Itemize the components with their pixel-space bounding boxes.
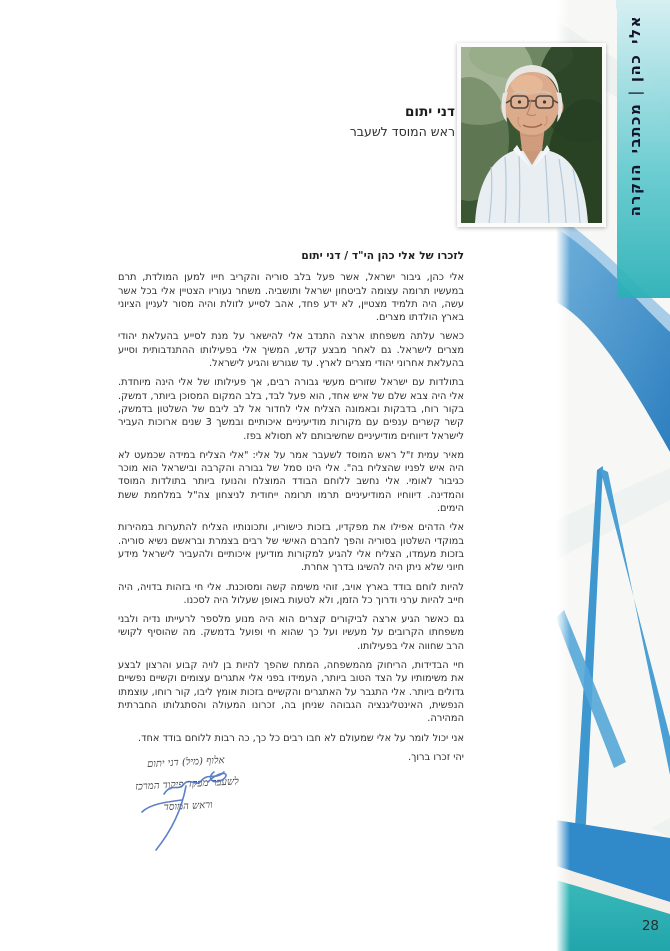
signature-line: אלוף (מיל) דני יתום	[146, 755, 225, 771]
author-header	[350, 104, 455, 139]
sidebar-vertical-text	[617, 15, 653, 300]
page-number: 28	[641, 918, 659, 934]
signature-line: וראש המוסד	[163, 799, 213, 814]
letter-paragraph: גם כאשר הגיע ארצה לביקורים קצרים הוא היה מנוע מלספר לרעייתו נדיה ולבני משפחתו הקרובים על מעשיו ועל כך שהוא חי ופועל בדמשק. מה שהוסיף לקושי הרב שחווה אלי בפעילותו.	[118, 614, 464, 652]
sidebar-separator: |	[626, 89, 644, 96]
letter-paragraph: חיי הבדידות, הריחוק מהמשפחה, המתח שהפך להיות בן לויה קבוע והרצון לבצע את משימותיו על הצד הטוב ביותר, העמידו בפני אלי אתגרים עצומים וקשיים נפשיים גדולים ביותר. אלי התגבר על האתגרים והקשיים בזכות אומץ ליבו, קור רוחו, עוצמתו הנפשית, האינטליגנציה הגבוהה שניחן בה, זכרונו המעולה והסתגלותו החברתית המהירה.	[118, 660, 464, 725]
letter-closing: יהי זכרו ברוך.	[407, 751, 464, 763]
letter-title: לזכרו של אלי כהן הי"ד / דני יתום	[301, 250, 464, 262]
sidebar-book-title: אלי כהן	[626, 15, 644, 83]
portrait-illustration	[461, 47, 602, 223]
letter-paragraph: אני יכול לומר על אלי שמעולם לא חבו רבים כל כך, כה רבות ללוחם בודד אחד.	[138, 732, 464, 744]
signature-line: לשעבר מפקד פיקוד המרכז	[134, 776, 240, 793]
letter-paragraph: אלי הדהים אפילו את מפקדיו, בזכות כישוריו, ותכונותיו הצליח להתערות במהירות במוקדי השלטון בסוריה והפך לחברם האישי של רבים בצמרת ובראשם נשיא סוריה. בזכות מעמדו, הצליח אלי להגיע למקורות מודיעין איכותיים ולהעביר לישראל מידע חיוני שלא ניתן היה להשיגו בדרך אחרת.	[118, 522, 464, 574]
author-role: ראש המוסד לשעבר	[349, 124, 455, 139]
letter-paragraph: להיות לוחם בודד בארץ אויב, זוהי משימה קשה ומסוכנת. אלי חי בזהות בדויה, היה חייב להיות ערני ודרוך כל הזמן, ולא לטעות באופן שעלול היה לסכנו.	[118, 581, 464, 606]
letter-paragraph: בתולדות עם ישראל שזורים מעשי גבורה רבים, אך פעילותו של אלי הינה מיוחדת. אלי היה צבא שלם של איש אחד, הוא פעל לבד, בלב המקום המסוכן ביותר, דמשק. בקור רוח, בדבקות ובאמונה הצליח אלי לחדור אל לב ליבם של השלטון בדמשק, קשר קשרים ענפים עם מקורות מודיעיניים איכותיים ובמשך 3 שנים ארוכות העביר לישראל דיווחים מודיעיניים שחשיבותם לא תסולא בפז.	[118, 377, 465, 442]
handwritten-signature	[130, 760, 240, 860]
letter-paragraph: מאיר עמית ז"ל ראש המוסד לשעבר אמר על אלי: "אלי הצליח במידה שכמעט לא היה איש לפניו שהצליח בה". אלי הינו סמל של גבורה והקרבה ובישראל הוא מוכר כגיבור לאומי. אלי נחשב ללוחם הבודד המוצלח והנועז ביותר בתולדות המוסד והמדינה. דיווחיו המודיעיניים תרמו תרומה ייחודית לניצחון צה"ל במלחמת ששת הימים.	[118, 449, 464, 515]
letter-paragraph: אלי כהן, גיבור ישראל, אשר פעל בלב סוריה והקריב חייו למען המולדת, תרם במעשיו תרומה עצומה לביטחון ישראל ותושביה. משחר נעוריו הצטיין אלי בכל אשר עשה, היה תלמיד מצטיין, לא ידע פחד, אהב לסייע לזולת והיה מסור לעניין הציוני בארץ הולדתו מצרים.	[118, 272, 464, 324]
author-name: דני יתום	[405, 104, 455, 120]
sidebar-section-title: מכתבי הוקרה	[626, 102, 644, 217]
letter-paragraph: כאשר עלתה משפחתו ארצה התנדב אלי להישאר על מנת לסייע בהעלאת יהודי מצרים לישראל. גם לאחר מבצע קדש, המשיך אלי בפעילותו ההתנדבותית וסייע בהעלאת אחרוני יהודי מצרים לארץ. עד שגורש והגיע לישראל.	[118, 331, 464, 370]
tribute-letter	[118, 250, 464, 770]
portrait-photo	[457, 43, 606, 227]
